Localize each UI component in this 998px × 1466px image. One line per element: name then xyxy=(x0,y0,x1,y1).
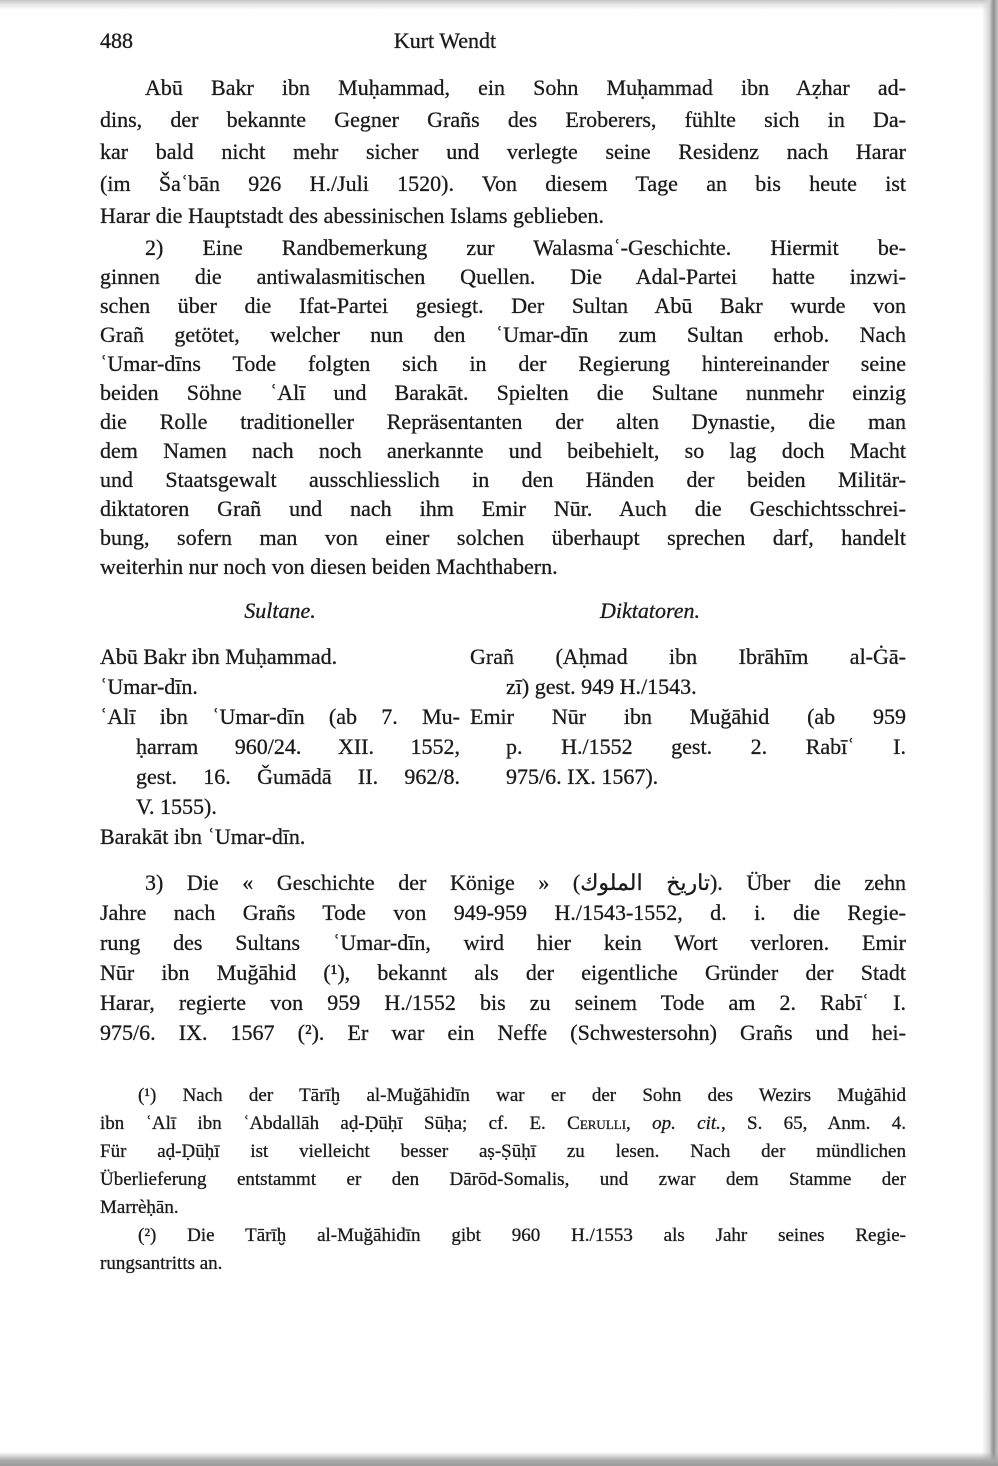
text-line: p. H./1552 gest. 2. Rabīʿ I. xyxy=(506,734,906,759)
text-line: (²) Die Tārīḫ al-Muğāhidīn gibt 960 H./1553 als Jahr seines Regie- xyxy=(138,1225,906,1246)
text-line: Für aḍ-Ḍūḥī ist vielleicht besser aṣ-Ṣūḥī zu lesen. Nach der mündlichen xyxy=(100,1141,906,1162)
scan-edge-top xyxy=(0,0,998,10)
dictators-column-heading: Diktatoren. xyxy=(600,598,700,623)
text-line: weiterhin nur noch von diesen beiden Machthabern. xyxy=(100,554,558,579)
text-line: Grañ (Aḥmad ibn Ibrāhīm al-Ġā- xyxy=(470,644,906,669)
running-head: Kurt Wendt xyxy=(393,28,497,53)
dictators-column xyxy=(470,642,906,792)
text-line: kar bald nicht mehr sicher und verlegte seine Residenz nach Harar xyxy=(100,139,906,164)
text-line: (im Šaʿbān 926 H./Juli 1520). Von diesem Tage an bis heute ist xyxy=(100,171,906,196)
text-line: zī) gest. 949 H./1543. xyxy=(506,674,697,699)
text-segment: ibn ʿAlī ibn ʿAbdallāh aḍ-Ḍūḥī Sūḥa; cf. E. xyxy=(100,1113,568,1134)
text-line: Jahre nach Grañs Tode von 949-959 H./1543-1552, d. i. die Regie- xyxy=(100,900,906,925)
text-line: ʿAlī ibn ʿUmar-dīn (ab 7. Mu- xyxy=(100,704,460,729)
text-line: (¹) Nach der Tārīḫ al-Muğāhidīn war er der Sohn des Wezirs Muġāhid xyxy=(138,1085,906,1106)
text-line: dem Namen nach noch anerkannte und beibehielt, so lag doch Macht xyxy=(100,438,906,463)
it-text: op. cit. xyxy=(652,1113,721,1134)
text-line: 3) Die « Geschichte der Könige » (تاريخ الملوك). Über die zehn xyxy=(145,870,906,895)
sultans-column-heading: Sultane. xyxy=(244,598,316,623)
intro-paragraph xyxy=(100,72,906,232)
page-header xyxy=(100,28,906,58)
text-line: Nūr ibn Muğāhid (¹), bekannt als der eigentliche Gründer der Stadt xyxy=(100,960,906,985)
section-2-paragraph xyxy=(100,233,906,581)
text-line: 975/6. IX. 1567). xyxy=(506,764,659,789)
text-line: Abū Bakr ibn Muḥammad. xyxy=(100,644,338,669)
text-line: rungsantritts an. xyxy=(100,1253,223,1274)
page-number: 488 xyxy=(100,28,133,53)
text-line: Emir Nūr ibn Muğāhid (ab 959 xyxy=(470,704,906,729)
text-line: Marrèḥān. xyxy=(100,1197,179,1218)
text-line: Grañ getötet, welcher nun den ʿUmar-dīn zum Sultan erhob. Nach xyxy=(100,322,906,347)
text-line: 975/6. IX. 1567 (²). Er war ein Neffe (Schwestersohn) Grañs und hei- xyxy=(100,1020,906,1045)
text-line: Abū Bakr ibn Muḥammad, ein Sohn Muḥammad ibn Aẓhar ad- xyxy=(145,75,906,100)
section-3-paragraph xyxy=(100,868,906,1048)
text-line: dins, der bekannte Gegner Grañs des Eroberers, fühlte sich in Da- xyxy=(100,107,906,132)
text-line: Überlieferung entstammt er den Dārōd-Somalis, und zwar dem Stamme der xyxy=(100,1169,906,1190)
text-segment: , xyxy=(626,1113,653,1134)
text-segment: , S. 65, Anm. 4. xyxy=(720,1113,906,1134)
text-line: ginnen die antiwalasmitischen Quellen. Die Adal-Partei hatte inzwi- xyxy=(100,264,906,289)
text-line: ʿUmar-dīns Tode folgten sich in der Regierung hintereinander seine xyxy=(100,351,906,376)
text-line: ʿUmar-dīn. xyxy=(100,674,198,699)
smallcaps-text: Cerulli xyxy=(567,1113,627,1134)
text-line: Harar, regierte von 959 H./1552 bis zu seinem Tode am 2. Rabīʿ I. xyxy=(100,990,906,1015)
text-line: diktatoren Grañ und nach ihm Emir Nūr. Auch die Geschichtsschrei- xyxy=(100,496,906,521)
text-line: gest. 16. Ǧumādā II. 962/8. xyxy=(136,764,460,789)
text-line: und Staatsgewalt ausschliesslich in den Händen der beiden Militär- xyxy=(100,467,906,492)
footnote-2 xyxy=(100,1222,906,1278)
text-line: bung, sofern man von einer solchen überhaupt sprechen darf, handelt xyxy=(100,525,906,550)
text-line: Barakāt ibn ʿUmar-dīn. xyxy=(100,824,306,849)
scan-edge-bottom xyxy=(0,1452,998,1466)
text-line: beiden Söhne ʿAlī und Barakāt. Spielten die Sultane nunmehr einzig xyxy=(100,380,906,405)
text-line: ḥarram 960/24. XII. 1552, xyxy=(136,734,460,759)
sultans-column xyxy=(100,642,460,852)
text-line: V. 1555). xyxy=(136,794,217,819)
text-line xyxy=(100,1110,906,1138)
text-line: schen über die Ifat-Partei gesiegt. Der Sultan Abū Bakr wurde von xyxy=(100,293,906,318)
footnote-1 xyxy=(100,1082,906,1222)
text-line: Harar die Hauptstadt des abessinischen Islams geblieben. xyxy=(100,203,605,228)
text-line: rung des Sultans ʿUmar-dīn, wird hier kein Wort verloren. Emir xyxy=(100,930,906,955)
text-line: die Rolle traditioneller Repräsentanten der alten Dynastie, die man xyxy=(100,409,906,434)
text-line: 2) Eine Randbemerkung zur Walasmaʿ-Geschichte. Hiermit be- xyxy=(145,235,906,260)
scan-edge-right xyxy=(982,0,998,1466)
column-headings xyxy=(100,598,906,626)
